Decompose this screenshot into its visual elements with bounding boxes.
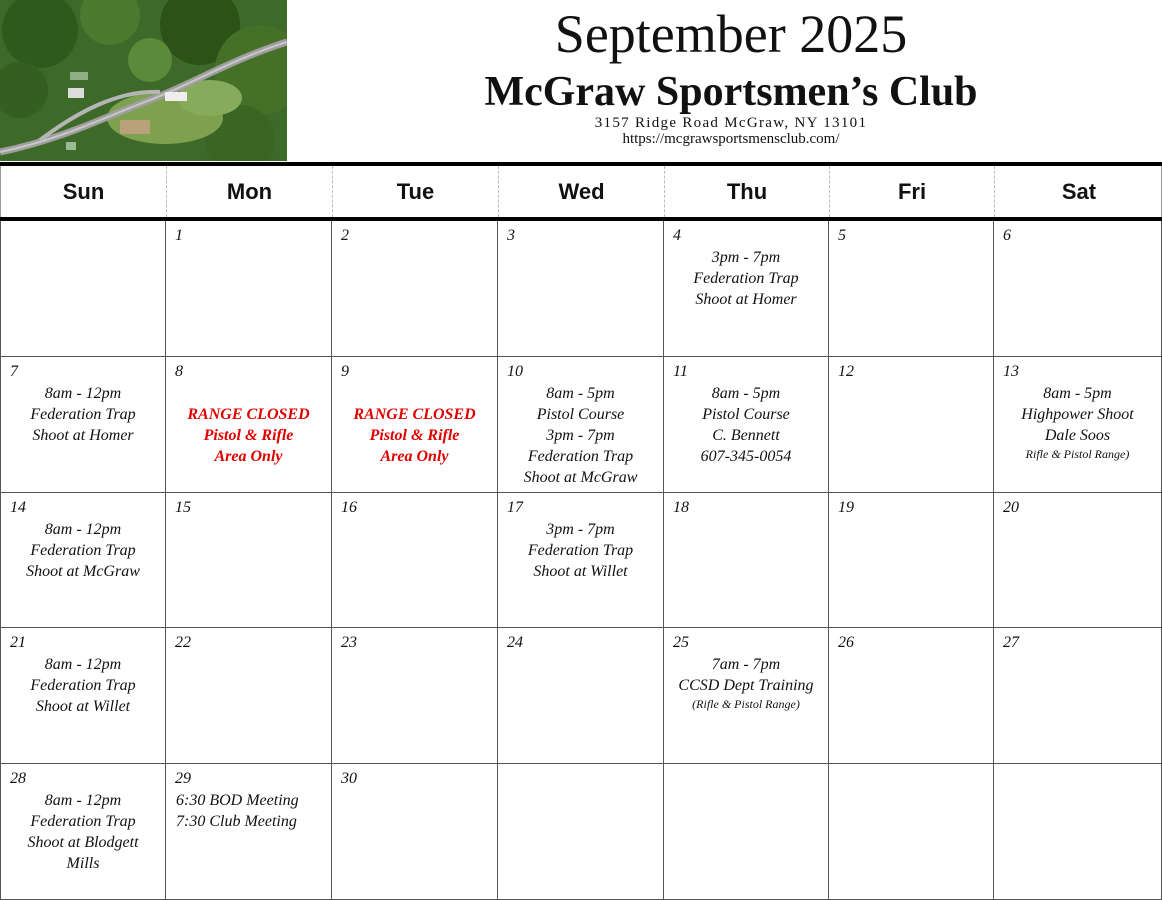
weekday-sun: Sun (1, 166, 167, 217)
weekday-sat: Sat (1061, 179, 1097, 204)
event-line: Pistol Course (536, 405, 625, 423)
event-line: 3pm - 7pm (546, 426, 615, 444)
date-number: 4 (673, 227, 681, 244)
club-name: McGraw Sportsmen’s Club (484, 69, 978, 115)
day-cell-20 (994, 493, 1162, 629)
day-cell-30 (332, 764, 498, 900)
day-cell-14 (0, 493, 166, 629)
event-line: Federation Trap (527, 447, 634, 465)
day-cell-22 (166, 628, 332, 764)
event-details (170, 790, 327, 832)
event-line: Highpower Shoot (1021, 405, 1134, 423)
empty-day-cell-sat (994, 764, 1162, 900)
day-cell-29 (166, 764, 332, 900)
range-closed-notice (170, 404, 327, 467)
event-line: CCSD Dept Training (678, 677, 814, 695)
day-cell-26 (829, 628, 994, 764)
event-details (502, 383, 659, 488)
event-line: Federation Trap (30, 405, 136, 423)
day-cell-11 (664, 357, 829, 493)
empty-day-cell-fri (829, 764, 994, 900)
weekday-header-row (0, 166, 1162, 217)
event-note: Rifle & Pistol Range) (1025, 446, 1130, 461)
day-cell-27 (994, 628, 1162, 764)
calendar-week-row (0, 221, 1162, 357)
event-line: Shoot at Homer (695, 291, 797, 308)
date-number: 19 (838, 498, 854, 516)
event-line: Area Only (214, 447, 283, 465)
event-line: 8am - 12pm (44, 792, 122, 810)
date-number: 1 (175, 227, 183, 244)
date-number: 30 (341, 770, 357, 788)
event-line: 6:30 BOD Meeting (176, 792, 299, 810)
day-cell-10 (498, 357, 664, 493)
date-number: 24 (507, 634, 523, 652)
event-line: Federation Trap (30, 813, 136, 831)
event-line: Dale Soos (1044, 426, 1111, 444)
weekday-tue: Tue (333, 166, 499, 217)
date-number: 28 (10, 770, 26, 788)
calendar-week-row (0, 493, 1162, 629)
event-line: Shoot at Homer (32, 426, 134, 444)
date-number: 10 (507, 362, 523, 380)
date-number: 20 (1003, 498, 1019, 516)
calendar-grid (0, 221, 1162, 900)
date-number: 23 (341, 634, 357, 652)
date-number: 9 (341, 362, 349, 380)
event-line: Mills (66, 855, 100, 873)
calendar-week-row (0, 628, 1162, 764)
event-line: 8am - 12pm (44, 520, 122, 538)
event-line: 8am - 12pm (44, 656, 122, 674)
day-cell-21 (0, 628, 166, 764)
event-line: 607-345-0054 (700, 447, 792, 465)
event-details (502, 519, 659, 582)
event-details (5, 519, 161, 582)
event-line: Area Only (380, 447, 449, 465)
day-cell-28 (0, 764, 166, 900)
event-line: 8am - 5pm (546, 384, 615, 402)
date-number: 2 (341, 227, 349, 244)
day-cell-17 (498, 493, 664, 629)
event-line: Shoot at McGraw (523, 468, 638, 486)
date-number: 13 (1003, 362, 1019, 380)
weekday-thu: Thu (665, 166, 830, 217)
club-address: 3157 Ridge Road McGraw, NY 13101 (594, 115, 868, 131)
day-cell-24 (498, 628, 664, 764)
aerial-photo (0, 0, 287, 161)
event-details (668, 383, 824, 467)
day-cell-3 (498, 221, 664, 357)
event-details (668, 247, 824, 310)
event-line: Shoot at Willet (35, 698, 131, 716)
date-number: 11 (673, 362, 688, 380)
date-number: 16 (341, 498, 357, 516)
event-details (5, 790, 161, 874)
date-number: 5 (838, 227, 846, 244)
date-number: 18 (673, 498, 689, 516)
weekday-mon: Mon (167, 166, 333, 217)
date-number: 7 (10, 362, 18, 380)
event-details (668, 654, 824, 712)
date-number: 22 (175, 634, 191, 652)
calendar-week-row (0, 357, 1162, 493)
date-number: 15 (175, 498, 191, 516)
date-number: 6 (1003, 227, 1011, 244)
date-number: 25 (673, 634, 689, 652)
event-line: Pistol & Rifle (203, 426, 294, 444)
date-number: 8 (175, 362, 183, 380)
date-number: 12 (838, 362, 854, 380)
event-line: RANGE CLOSED (187, 405, 310, 423)
day-cell-2 (332, 221, 498, 357)
day-cell-19 (829, 493, 994, 629)
day-cell-6 (994, 221, 1162, 357)
month-title: September 2025 (554, 4, 908, 64)
day-cell-25 (664, 628, 829, 764)
event-line: Shoot at Willet (533, 562, 628, 580)
range-closed-notice (336, 404, 493, 467)
event-line: 7am - 7pm (711, 656, 781, 674)
date-number: 17 (507, 498, 523, 516)
event-line: 8am - 12pm (44, 384, 122, 402)
event-line: 7:30 Club Meeting (176, 813, 297, 831)
day-cell-4 (664, 221, 829, 357)
day-cell-1 (166, 221, 332, 357)
day-cell-23 (332, 628, 498, 764)
event-line: Federation Trap (30, 677, 136, 695)
event-line: Shoot at Blodgett (27, 834, 139, 852)
day-cell-8 (166, 357, 332, 493)
day-cell-16 (332, 493, 498, 629)
aerial-photo-image (0, 0, 287, 161)
event-line: Federation Trap (693, 270, 799, 287)
event-details (5, 383, 161, 446)
event-line: Federation Trap (30, 541, 136, 559)
weekday-fri: Fri (830, 166, 995, 217)
day-cell-12 (829, 357, 994, 493)
day-cell-15 (166, 493, 332, 629)
event-note: (Rifle & Pistol Range) (692, 697, 800, 712)
date-number: 27 (1003, 634, 1019, 652)
event-line: C. Bennett (712, 426, 780, 444)
empty-day-cell-thu (664, 764, 829, 900)
day-cell-13 (994, 357, 1162, 493)
date-number: 14 (10, 498, 26, 516)
event-line: Pistol & Rifle (369, 426, 460, 444)
calendar-week-row (0, 764, 1162, 900)
event-line: 3pm - 7pm (711, 249, 781, 266)
calendar-header (300, 0, 1162, 160)
day-cell-18 (664, 493, 829, 629)
event-line: 3pm - 7pm (546, 520, 615, 538)
event-line: Federation Trap (527, 541, 634, 559)
empty-day-cell-wed (498, 764, 664, 900)
event-details (998, 383, 1157, 462)
event-line: Pistol Course (702, 405, 790, 423)
empty-day-cell-sun (0, 221, 166, 357)
event-line: RANGE CLOSED (353, 405, 476, 423)
weekday-wed: Wed (499, 166, 665, 217)
date-number: 29 (175, 770, 191, 788)
date-number: 26 (838, 634, 854, 652)
event-line: 8am - 5pm (711, 384, 781, 402)
club-website: https://mcgrawsportsmensclub.com/ (622, 131, 840, 147)
event-line: Shoot at McGraw (26, 562, 140, 580)
day-cell-9 (332, 357, 498, 493)
day-cell-7 (0, 357, 166, 493)
date-number: 3 (507, 227, 515, 244)
date-number: 21 (10, 634, 26, 652)
day-cell-5 (829, 221, 994, 357)
event-line: 8am - 5pm (1043, 384, 1112, 402)
event-details (5, 654, 161, 717)
